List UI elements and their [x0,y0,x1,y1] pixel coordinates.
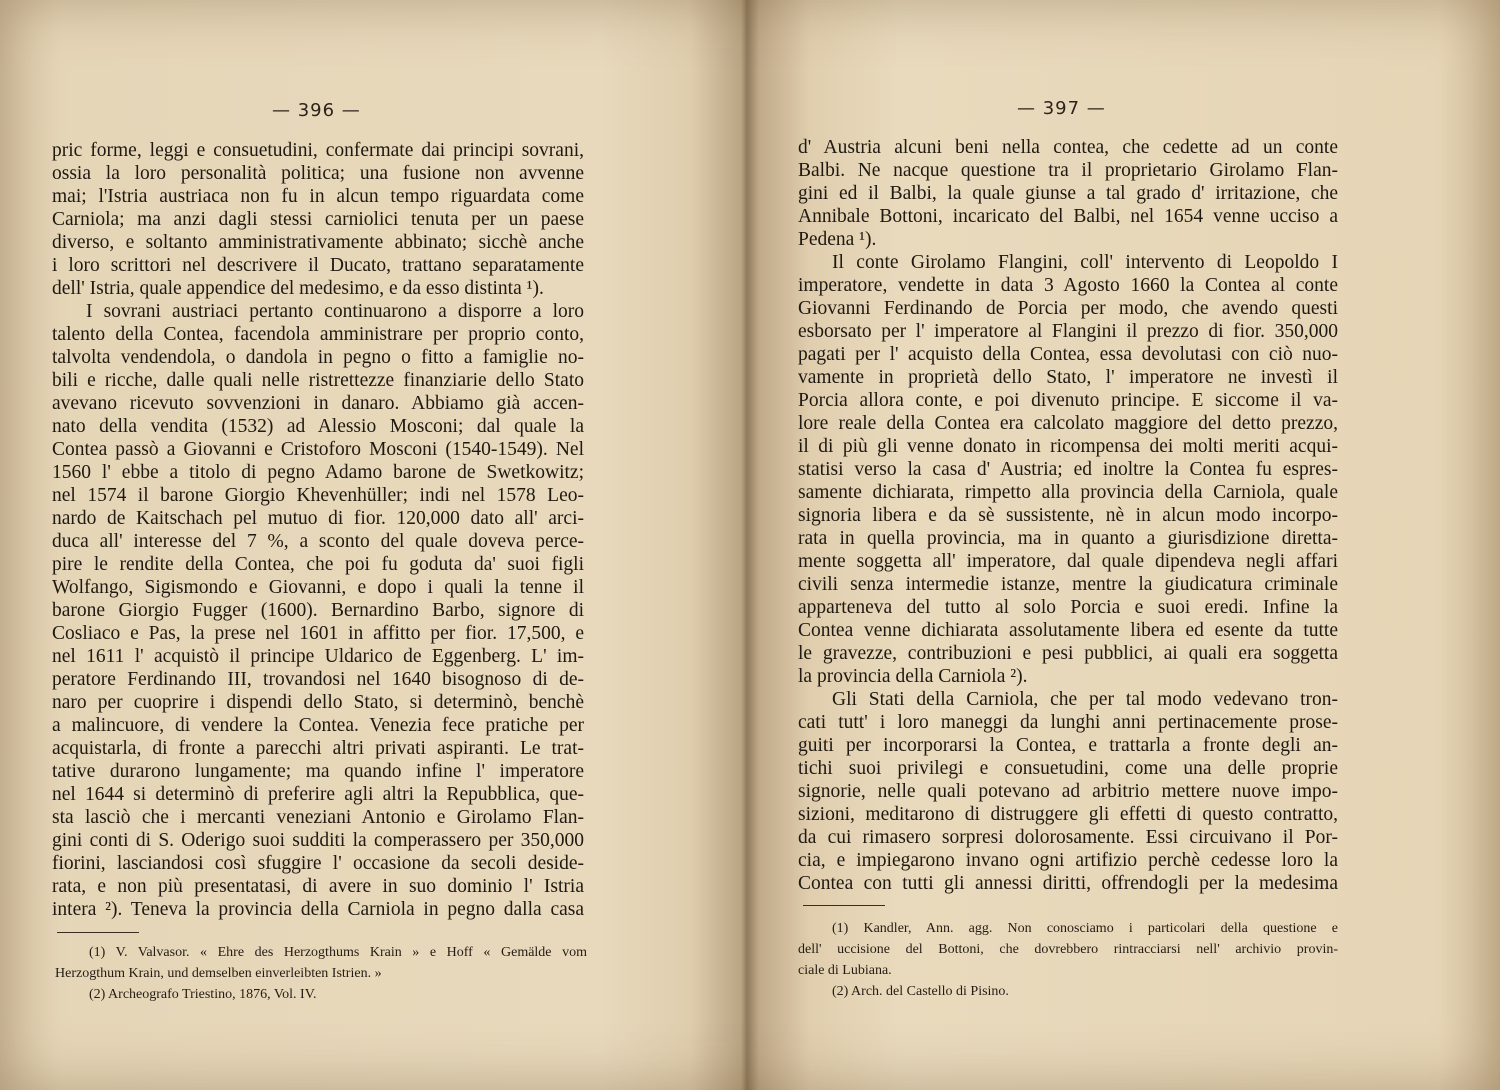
text-line: gini ed il Balbi, la quale giunse a tal grado d' irritazione, che [798,183,1338,204]
text-line: peratore Ferdinando III, trovandosi nel 1640 bisognoso di de- [52,669,584,690]
footnote-line: dell' uccisione del Bottoni, che dovrebbero rintracciarsi nell' archivio provin- [798,942,1338,957]
text-line: Contea passò a Giovanni e Cristoforo Mosconi (1540-1549). Nel [52,439,584,460]
footnote-line: (2) Archeografo Triestino, 1876, Vol. IV. [89,987,317,1002]
text-line: diverso, e soltanto amministrativamente abbinato; sicchè anche [52,232,584,253]
text-line: vamente in proprietà dello Stato, l' imperatore ne investì il [798,367,1338,388]
text-line: i loro scrittori nel descrivere il Ducato, trattano separatamente [52,255,584,276]
footnote-line: (1) V. Valvasor. « Ehre des Herzogthums Krain » e Hoff « Gemälde vom [89,945,587,960]
text-line: intera ²). Teneva la provincia della Carniola in pegno dalla casa [52,899,584,920]
text-line: talento della Contea, facendola amministrare per proprio conto, [52,324,584,345]
text-line: talvolta vendendola, o dandola in pegno o fitto a famiglie no- [52,347,584,368]
text-line: imperatore, vendette in data 3 Agosto 1660 la Contea al conte [798,275,1338,296]
text-line: nel 1574 il barone Giorgio Khevenhüller; indi nel 1578 Leo- [52,485,584,506]
text-line: duca all' interesse del 7 %, a sconto del quale doveva perce- [52,531,584,552]
footnotes [798,918,1338,1002]
text-line: cati tutt' i loro maneggi da lunghi anni pertinacemente prose- [798,712,1338,733]
text-line: nardo de Kaitschach pel mutuo di fior. 120,000 dato all' arci- [52,508,584,529]
text-line: signorie, nelle quali potevano ad arbitrio mettere nuove impo- [798,781,1338,802]
text-line: I sovrani austriaci pertanto continuarono a disporre a loro [86,301,584,322]
text-line: esborsato per l' imperatore al Flangini il prezzo di fior. 350,000 [798,321,1338,342]
text-line: pric forme, leggi e consuetudini, confermate dai principi sovrani, [52,140,584,161]
text-line: statisi verso la casa d' Austria; ed inoltre la Contea fu espres- [798,459,1338,480]
footnote-line: (1) Kandler, Ann. agg. Non conosciamo i particolari della questione e [832,921,1338,936]
text-line: nel 1611 l' acquistò il principe Uldarico de Eggenberg. L' im- [52,646,584,667]
text-line: Contea con tutti gli annessi diritti, offrendogli per la medesima [798,873,1338,894]
text-line: Porcia allora conte, e poi divenuto principe. E siccome il va- [798,390,1338,411]
text-line: Gli Stati della Carniola, che per tal modo vedevano tron- [832,689,1338,710]
text-line: tative durarono lungamente; ma quando infine l' imperatore [52,761,584,782]
text-line: tichi suoi privilegi e consuetudini, come una delle proprie [798,758,1338,779]
text-line: cia, e impiegarono invano ogni artifizio perchè cedesse loro la [798,850,1338,871]
text-line: mente soggetta all' imperatore, dal quale dipendeva negli affari [798,551,1338,572]
body-text [52,139,584,921]
footnote-line: (2) Arch. del Castello di Pisino. [832,984,1009,999]
text-line: naro per cuoprire i dispendi dello Stato, si determinò, benchè [52,692,584,713]
text-line: nel 1644 si determinò di preferire agli altri la Repubblica, que- [52,784,584,805]
text-line: guiti per incorporarsi la Contea, e trattarla a fronte degli an- [798,735,1338,756]
footnotes [55,942,587,1005]
text-line: a malincuore, di vendere la Contea. Venezia fece pratiche per [52,715,584,736]
text-line: d' Austria alcuni beni nella contea, che cedette ad un conte [798,137,1338,158]
footnote-line: Herzogthum Krain, und demselben einverleibten Istrien. » [55,966,382,981]
footnote-line: ciale di Lubiana. [798,963,892,978]
footnote-rule [57,932,139,933]
text-line: la provincia della Carniola ²). [798,666,1028,687]
text-line: signoria libera e da sè sussistente, nè in alcun modo incorpo- [798,505,1338,526]
text-line: apparteneva del tutto al solo Porcia e suoi eredi. Infine la [798,597,1338,618]
text-line: fiorini, lasciandosi così sfuggire l' occasione da secoli deside- [52,853,584,874]
text-line: mai; l'Istria austriaca non fu in alcun tempo riguardata come [52,186,584,207]
text-line: Balbi. Ne nacque questione tra il proprietario Girolamo Flan- [798,160,1338,181]
text-line: lore reale della Contea era calcolato maggiore del detto prezzo, [798,413,1338,434]
text-line: sizioni, meditarono di distruggere gli effetti di questo contratto, [798,804,1338,825]
body-text [798,136,1338,895]
text-line: pagati per l' acquisto della Contea, essa devolutasi con ciò nuo- [798,344,1338,365]
text-line: il di più gli venne donato in ricompensa dei molti meriti acqui- [798,436,1338,457]
footnote-rule [803,905,885,906]
page-number: — 397 — [1017,98,1106,119]
text-line: ossia la loro personalità politica; una fusione non avvenne [52,163,584,184]
text-line: Giovanni Ferdinando de Porcia per modo, che avendo questi [798,298,1338,319]
text-line: avevano ricevuto sovvenzioni in danaro. Abbiamo già accen- [52,393,584,414]
text-line: nato della vendita (1532) ad Alessio Mosconi; dal quale la [52,416,584,437]
text-line: Contea venne dichiarata assolutamente libera ed esente da tutte [798,620,1338,641]
text-line: rata in quella provincia, ma in quanto a giurisdizione diretta- [798,528,1338,549]
page-number: — 396 — [272,100,361,121]
text-line: Wolfango, Sigismondo e Giovanni, e dopo i quali la tenne il [52,577,584,598]
text-line: samente dichiarata, rimpetto alla provincia della Carniola, quale [798,482,1338,503]
text-line: Cosliaco e Pas, la prese nel 1601 in affitto per fior. 17,500, e [52,623,584,644]
text-line: rata, e non più presentatasi, di avere in suo dominio l' Istria [52,876,584,897]
text-line: Annibale Bottoni, incaricato del Balbi, nel 1654 venne ucciso a [798,206,1338,227]
text-line: acquistarla, di fronte a parecchi altri privati aspiranti. Le trat- [52,738,584,759]
text-line: pire le rendite della Contea, che poi fu goduta da' suoi figli [52,554,584,575]
text-line: gini conti di S. Oderigo suoi sudditi la comperassero per 350,000 [52,830,584,851]
text-line: le gravezze, contribuzioni e pesi pubblici, ai quali era soggetta [798,643,1338,664]
text-line: 1560 l' ebbe a titolo di pegno Adamo barone de Swetkowitz; [52,462,584,483]
text-line: da cui rimasero sorpresi dolorosamente. Essi circuivano il Por- [798,827,1338,848]
text-line: Pedena ¹). [798,229,877,250]
text-line: bili e ricche, dalle quali nelle ristrettezze finanziarie dello Stato [52,370,584,391]
left-page [0,0,705,1090]
text-line: dell' Istria, quale appendice del medesimo, e da esso distinta ¹). [52,278,544,299]
text-line: sta lasciò che i mercanti veneziani Antonio e Girolamo Flan- [52,807,584,828]
text-line: Carniola; ma anzi dagli stessi carniolici tenuta per un paese [52,209,584,230]
text-line: barone Giorgio Fugger (1600). Bernardino Barbo, signore di [52,600,584,621]
text-line: Il conte Girolamo Flangini, coll' intervento di Leopoldo I [832,252,1338,273]
right-page [705,0,1500,1090]
text-line: civili senza intermedie istanze, mentre la giudicatura criminale [798,574,1338,595]
